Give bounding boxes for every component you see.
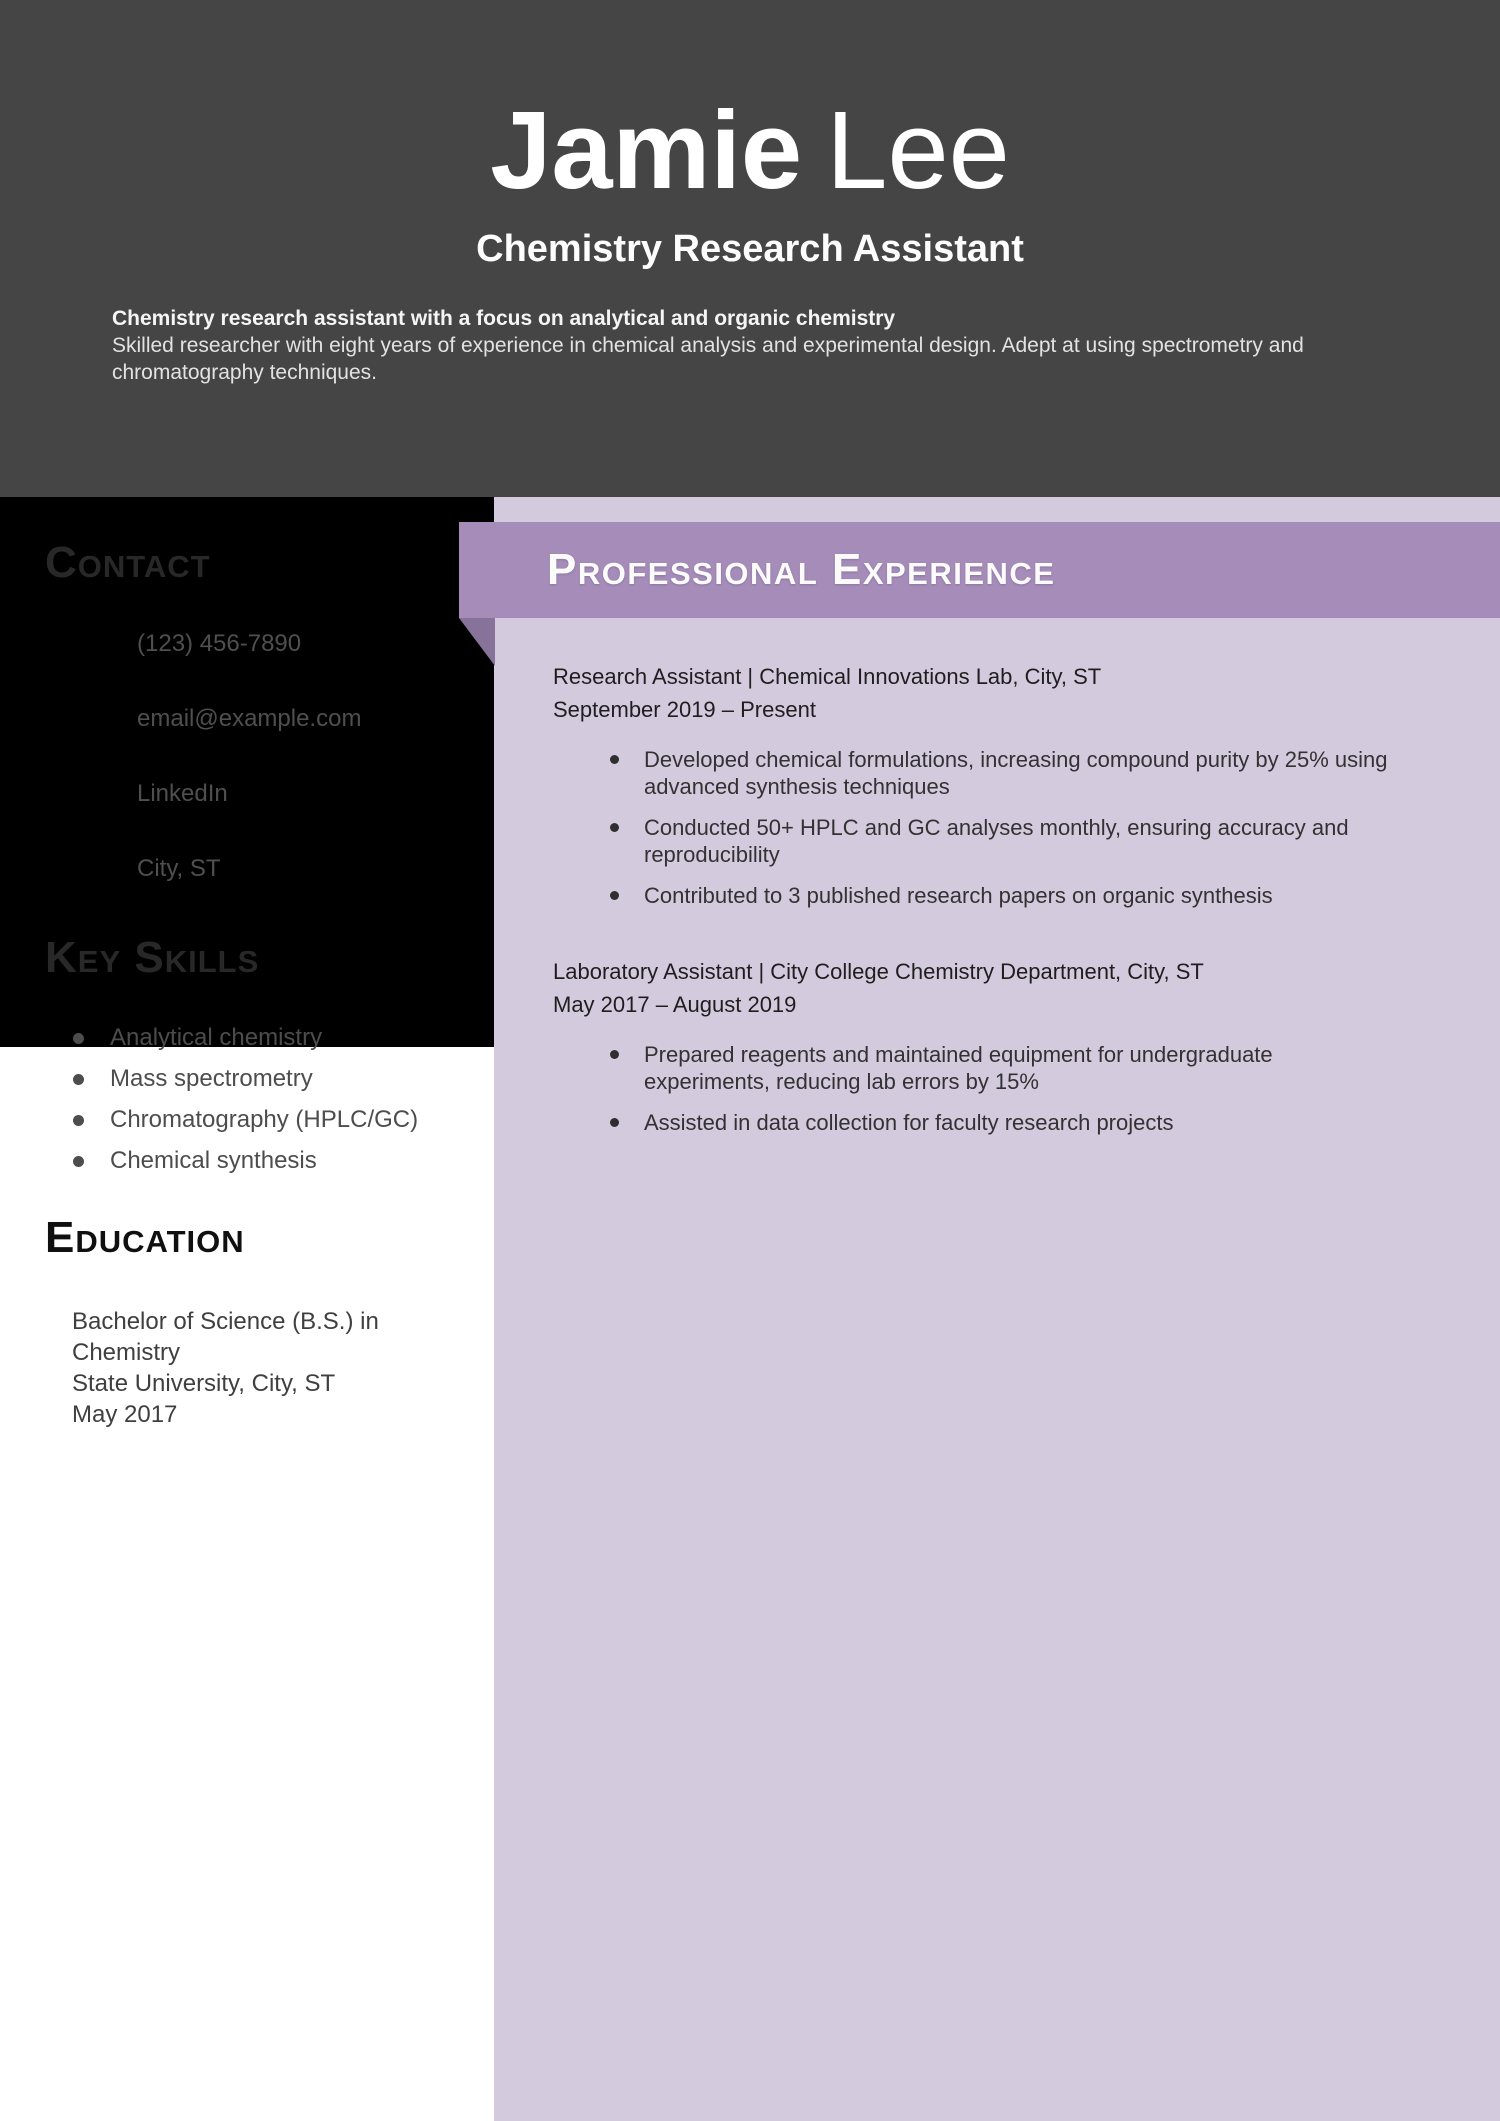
contact-section [45, 539, 459, 882]
education-heading: Education [45, 1213, 245, 1263]
skill-item: Mass spectrometry [45, 1066, 459, 1092]
experience-heading: Professional Experience [547, 545, 1056, 594]
summary [0, 305, 1500, 386]
experience-ribbon [459, 522, 1500, 618]
bullet-item: Developed chemical formulations, increasing compound purity by 25% using advanced synthesis techniques [553, 746, 1400, 800]
bullet-item: Prepared reagents and maintained equipment for undergraduate experiments, reducing lab errors by 15% [553, 1041, 1400, 1095]
skills-list [45, 1025, 459, 1174]
header [0, 0, 1500, 497]
job-dates: September 2019 – Present [553, 697, 816, 722]
first-name: Jamie [490, 89, 803, 212]
skill-item: Chemical synthesis [45, 1148, 459, 1174]
job-title: Laboratory Assistant | City College Chemistry Department, City, ST [553, 959, 1204, 984]
contact-item-email: email@example.com [137, 704, 362, 732]
body-columns [0, 497, 1500, 2121]
bullet-item: Contributed to 3 published research papers on organic synthesis [553, 882, 1400, 909]
skill-item: Analytical chemistry [45, 1025, 459, 1051]
summary-highlight: Chemistry research assistant with a focus on analytical and organic chemistry [112, 307, 896, 330]
contact-item-phone: (123) 456-7890 [137, 629, 302, 657]
main-content [494, 497, 1500, 2121]
candidate-name [0, 89, 1500, 212]
last-name: Lee [826, 89, 1010, 212]
skill-item: Chromatography (HPLC/GC) [45, 1107, 459, 1133]
skills-heading: Key Skills [45, 932, 260, 982]
contact-item-linkedin: LinkedIn [137, 779, 228, 807]
skills-section [45, 934, 459, 1175]
sidebar [0, 497, 494, 2121]
job-research-assistant [553, 660, 1400, 909]
education-degree: Bachelor of Science (B.S.) in Chemistry [72, 1307, 379, 1366]
ribbon-banner [459, 522, 1500, 618]
education-school: State University, City, ST [72, 1369, 336, 1397]
bullet-item: Assisted in data collection for faculty research projects [553, 1109, 1400, 1136]
job-bullets [553, 1041, 1400, 1136]
contact-item-location: City, ST [137, 854, 221, 882]
contact-list [45, 631, 459, 882]
bullet-item: Conducted 50+ HPLC and GC analyses monthly, ensuring accuracy and reproducibility [553, 814, 1400, 868]
job-laboratory-assistant [553, 955, 1400, 1136]
job-bullets [553, 746, 1400, 909]
job-dates: May 2017 – August 2019 [553, 992, 797, 1017]
job-title: Research Assistant | Chemical Innovations Lab, City, ST [553, 664, 1102, 689]
contact-heading: Contact [45, 538, 211, 587]
education-details [72, 1306, 407, 1430]
education-date: May 2017 [72, 1400, 178, 1428]
role-title: Chemistry Research Assistant [476, 228, 1024, 270]
summary-text: Skilled researcher with eight years of experience in chemical analysis and experimental design. Adept at using spectrometry and chromatography techniques. [112, 334, 1304, 384]
education-section [45, 1214, 459, 1430]
